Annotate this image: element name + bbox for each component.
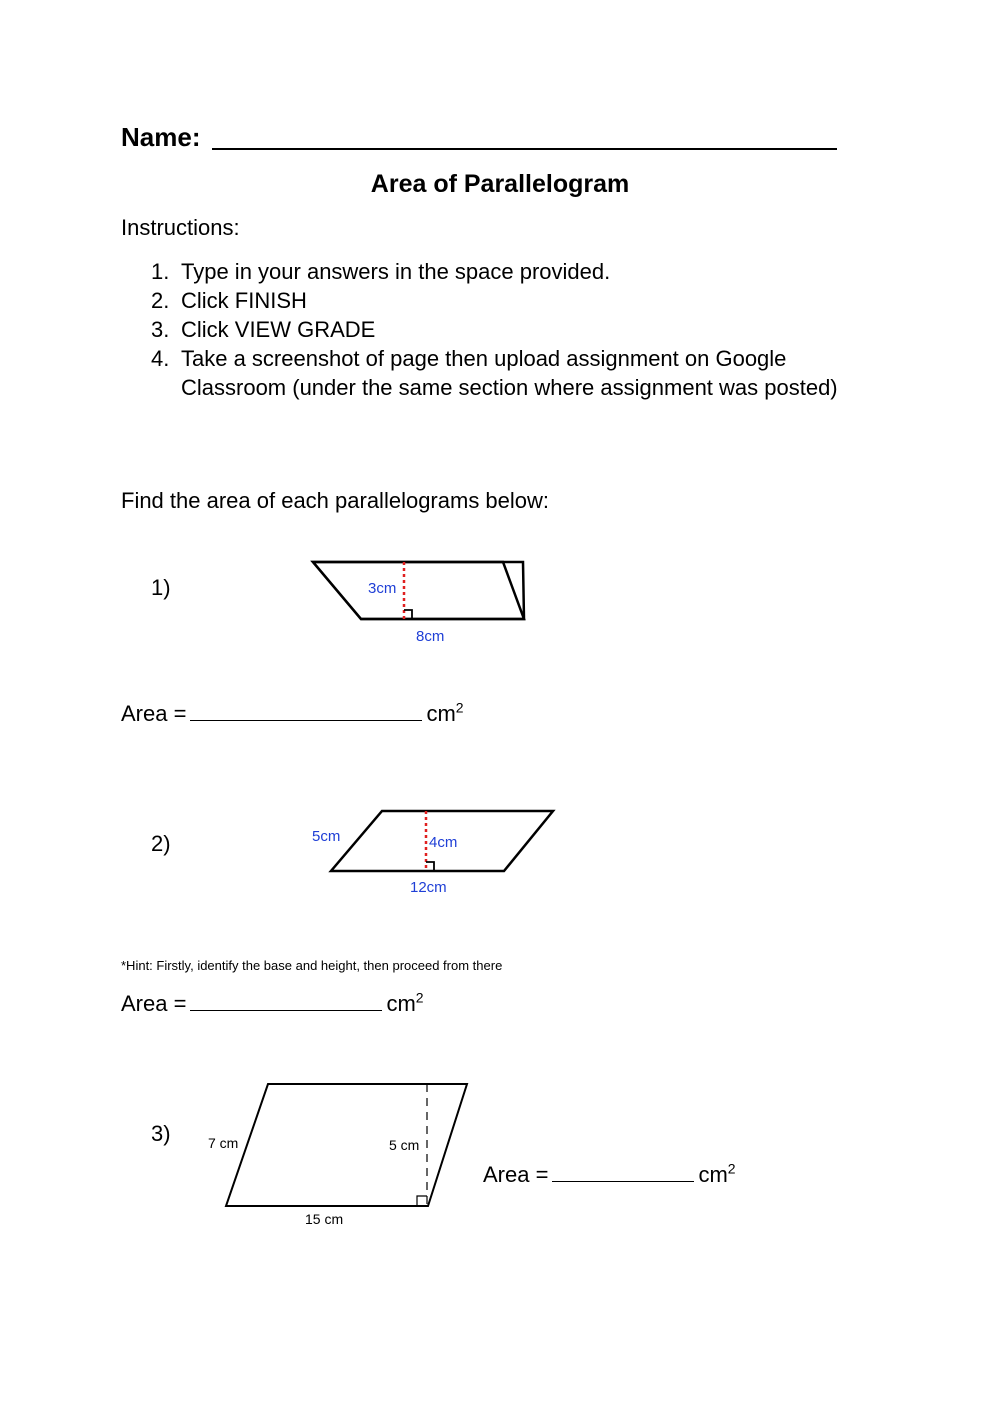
area-label: Area = xyxy=(121,701,187,726)
question-3-number: 3) xyxy=(151,1121,171,1146)
height-label-1: 3cm xyxy=(368,580,397,597)
unit-label: cm xyxy=(426,701,456,726)
parallelogram-2-figure xyxy=(305,800,565,900)
list-item: 3. Click VIEW GRADE xyxy=(151,317,376,342)
name-row xyxy=(121,121,200,153)
unit-exponent: 2 xyxy=(727,1160,736,1177)
page-title: Area of Parallelogram xyxy=(370,170,630,198)
hint-text: *Hint: Firstly, identify the base and height, then proceed from there xyxy=(121,958,503,973)
unit-exponent: 2 xyxy=(415,989,424,1006)
base-label-1: 8cm xyxy=(416,628,445,645)
instructions-list xyxy=(121,257,841,402)
unit-exponent: 2 xyxy=(455,699,464,716)
name-label: Name: xyxy=(121,122,201,152)
find-prompt: Find the area of each parallelograms below: xyxy=(121,488,550,513)
parallelogram-1-figure xyxy=(300,550,540,650)
list-item: 2. Click FINISH xyxy=(151,288,307,313)
area-label: Area = xyxy=(121,991,187,1016)
answer-input-3[interactable] xyxy=(552,1180,694,1182)
answer-input-1[interactable] xyxy=(190,719,422,721)
list-item: 4. Take a screenshot of page then upload assignment on Google Classroom (under the same section where assignment was posted) xyxy=(151,346,838,400)
height-label-2: 4cm xyxy=(429,834,458,851)
instructions-label: Instructions: xyxy=(121,215,240,240)
side-label-2: 5cm xyxy=(312,828,341,845)
list-item: 1. Type in your answers in the space provided. xyxy=(151,259,611,284)
answer-row-1 xyxy=(121,700,464,728)
area-label: Area = xyxy=(483,1162,549,1187)
base-label-3: 15 cm xyxy=(305,1211,344,1227)
answer-row-3 xyxy=(483,1161,736,1189)
question-2-number: 2) xyxy=(151,831,171,856)
side-label-3: 7 cm xyxy=(208,1135,239,1151)
parallelogram-3-figure xyxy=(200,1070,480,1240)
answer-input-2[interactable] xyxy=(190,1009,382,1011)
unit-label: cm xyxy=(698,1162,728,1187)
answer-row-2 xyxy=(121,990,424,1018)
name-input-line[interactable] xyxy=(212,148,837,150)
height-label-3: 5 cm xyxy=(389,1137,420,1153)
unit-label: cm xyxy=(386,991,416,1016)
base-label-2: 12cm xyxy=(410,879,447,896)
question-1-number: 1) xyxy=(151,575,171,600)
